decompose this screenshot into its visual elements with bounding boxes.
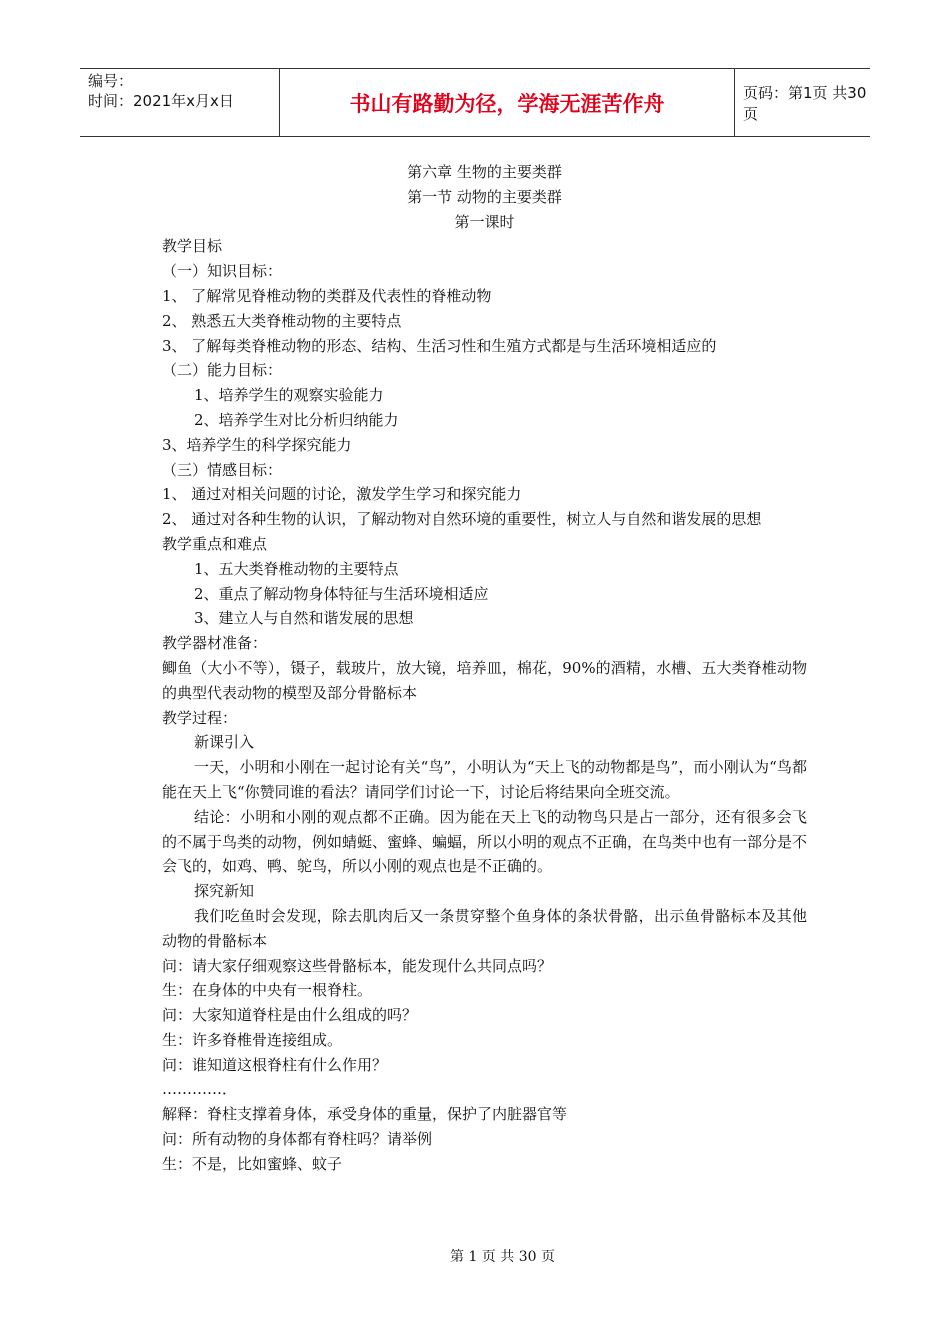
emotion-item-1: 1、 通过对相关问题的讨论，激发学生学习和探究能力 [162,485,522,504]
knowledge-item-1: 1、 了解常见脊椎动物的类群及代表性的脊椎动物 [162,286,492,305]
intro-paragraph: 一天，小明和小刚在一起讨论有关“鸟”，小明认为“天上飞的动物都是鸟”，而小刚认为“鸟都能在天上飞“你赞同谁的看法？请同学们讨论一下，讨论后将结果向全班交流。 [162,758,807,801]
document-body [162,160,807,1177]
knowledge-item-2: 2、 熟悉五大类脊椎动物的主要特点 [162,311,402,330]
dialog-line-8: 生：不是，比如蜜蜂、蚊子 [162,1154,343,1173]
header-meta-cell [80,69,280,136]
serial-label: 编号： [88,72,134,90]
ability-item-3: 3、培养学生的科学探究能力 [162,435,352,454]
section-title: 第一节 动物的主要类群 [407,187,562,206]
dialog-line-1: 问：请大家仔细观察这些骨骼标本，能发现什么共同点吗？ [162,956,553,975]
intro-heading: 新课引入 [194,733,255,752]
ellipsis-line: …………． [162,1080,238,1099]
key-points-heading: 教学重点和难点 [162,534,268,553]
footer-page-number: 第 1 页 共 30 页 [450,1249,555,1265]
header-page-number: 页码：第1页 共30页 [743,83,867,123]
key-point-3: 3、建立人与自然和谐发展的思想 [194,609,414,628]
explore-heading: 探究新知 [194,882,255,901]
materials-list: 鲫鱼（大小不等），镊子，载玻片，放大镜，培养皿，棉花，90%的酒精，水槽、五大类脊椎动物的典型代表动物的模型及部分骨骼标本 [162,658,807,702]
header-motto: 书山有路勤为径，学海无涯苦作舟 [280,69,735,136]
ability-item-2: 2、培养学生对比分析归纳能力 [194,410,399,429]
dialog-line-7: 问：所有动物的身体都有脊柱吗？请举例 [162,1130,433,1149]
ability-objectives-heading: （二）能力目标： [162,361,283,380]
emotion-item-2: 2、 通过对各种生物的认识，了解动物对自然环境的重要性，树立人与自然和谐发展的思想 [162,510,762,529]
knowledge-item-3: 3、 了解每类脊椎动物的形态、结构、生活习性和生殖方式都是与生活环境相适应的 [162,336,717,355]
heading-objectives: 教学目标 [162,237,223,256]
key-point-2: 2、重点了解动物身体特征与生活环境相适应 [194,584,489,603]
ability-item-1: 1、培养学生的观察实验能力 [194,386,384,405]
dialog-line-3: 问：大家知道脊柱是由什么组成的吗？ [162,1006,418,1025]
dialog-line-4: 生：许多脊椎骨连接组成。 [162,1030,343,1049]
dialog-line-6: 解释：脊柱支撑着身体，承受身体的重量，保护了内脏器官等 [162,1105,568,1124]
time-label: 时间：2021年x月x日 [88,92,234,110]
materials-heading: 教学器材准备： [162,634,268,653]
explore-paragraph: 我们吃鱼时会发现，除去肌肉后又一条贯穿整个鱼身体的条状骨骼，出示鱼骨骼标本及其他动物的骨骼标本 [162,906,807,950]
chapter-title: 第六章 生物的主要类群 [407,163,562,181]
knowledge-objectives-heading: （一）知识目标： [162,262,283,281]
dialog-line-2: 生：在身体的中央有一根脊柱。 [162,981,373,1000]
conclusion-paragraph: 结论：小明和小刚的观点都不正确。因为能在天上飞的动物鸟只是占一部分，还有很多会飞的不属于鸟类的动物，例如蜻蜓、蜜蜂、蝙蝠，所以小明的观点不正确，在鸟类中也有一部分是不会飞的，如鸡、鸭、鸵鸟，所以小刚的观点也是不正确的。 [162,807,808,876]
page-footer [0,1246,950,1266]
dialog-line-5: 问：谁知道这根脊柱有什么作用？ [162,1055,388,1074]
page-header [80,68,870,137]
emotion-objectives-heading: （三）情感目标： [162,460,283,479]
key-point-1: 1、五大类脊椎动物的主要特点 [194,559,399,578]
lesson-title: 第一课时 [454,212,515,231]
process-heading: 教学过程： [162,708,238,727]
